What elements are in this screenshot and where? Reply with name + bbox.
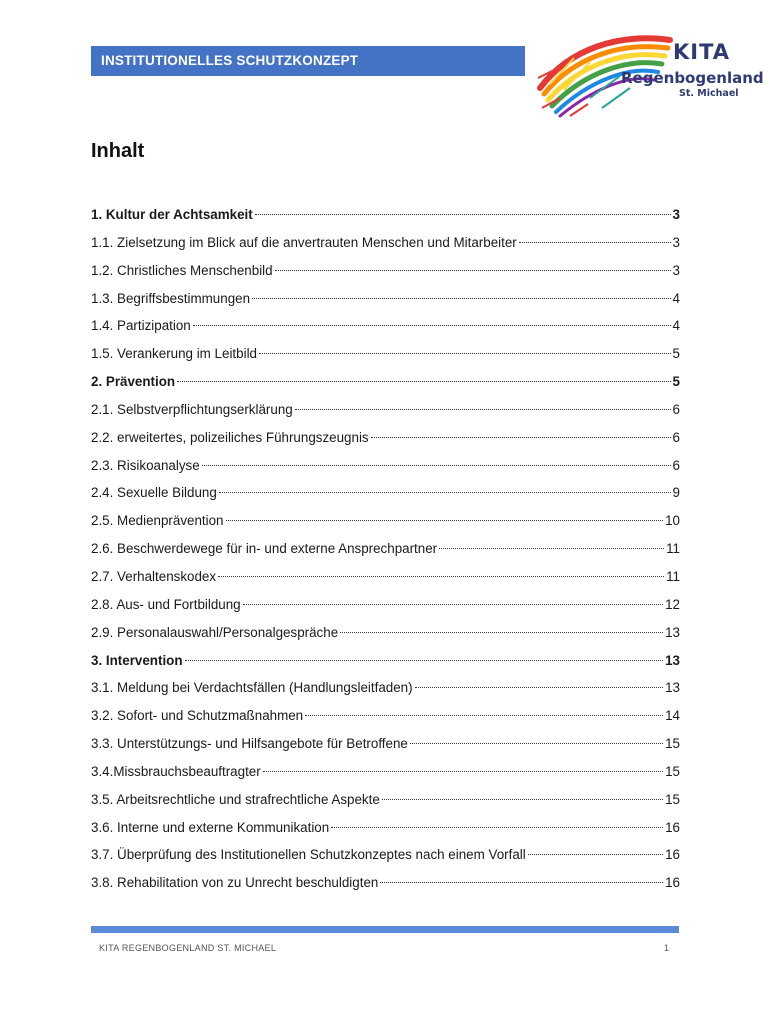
header-title-bar [91, 46, 525, 76]
toc-entry-title: 3.2. Sofort- und Schutzmaßnahmen [91, 708, 304, 724]
toc-entry[interactable] [91, 396, 680, 424]
document-title: INSTITUTIONELLES SCHUTZKONZEPT [101, 53, 359, 68]
toc-entry-page: 13 [665, 652, 680, 668]
toc-entry[interactable] [91, 647, 680, 675]
toc-entry[interactable] [91, 201, 680, 229]
toc-entry[interactable] [91, 702, 680, 730]
toc-dot-leader [193, 325, 671, 326]
logo-subtitle: Regenbogenland [621, 69, 764, 87]
toc-dot-leader [439, 548, 664, 549]
toc-entry[interactable] [91, 841, 680, 869]
toc-entry-title: 1.2. Christliches Menschenbild [91, 262, 273, 278]
toc-entry-title: 1.5. Verankerung im Leitbild [91, 346, 257, 362]
toc-entry[interactable] [91, 591, 680, 619]
toc-entry[interactable] [91, 535, 680, 563]
toc-entry-title: 2.5. Medienprävention [91, 513, 224, 529]
toc-entry-title: 3.1. Meldung bei Verdachtsfällen (Handlungsleitfaden) [91, 680, 413, 696]
toc-dot-leader [305, 715, 663, 716]
toc-entry[interactable] [91, 229, 680, 257]
toc-entry-page: 6 [672, 429, 680, 445]
toc-dot-leader [528, 854, 663, 855]
toc-entry-page: 11 [666, 568, 680, 584]
toc-entry[interactable] [91, 563, 680, 591]
toc-entry-page: 3 [672, 234, 680, 250]
toc-entry-title: 2.1. Selbstverpflichtungserklärung [91, 401, 293, 417]
toc-entry[interactable] [91, 869, 680, 897]
toc-dot-leader [415, 687, 664, 688]
toc-entry[interactable] [91, 786, 680, 814]
toc-dot-leader [255, 214, 671, 215]
toc-entry-title: 1.3. Begriffsbestimmungen [91, 290, 251, 306]
toc-entry-page: 3 [672, 207, 680, 222]
toc-dot-leader [295, 409, 671, 410]
toc-entry-page: 4 [672, 318, 680, 334]
toc-entry[interactable] [91, 368, 680, 396]
toc-entry-page: 3 [672, 262, 680, 278]
toc-entry-page: 14 [665, 708, 680, 724]
toc-entry-page: 5 [672, 374, 680, 390]
toc-entry[interactable] [91, 814, 680, 842]
toc-entry-title: 3.7. Überprüfung des Institutionellen Schutzkonzeptes nach einem Vorfall [91, 847, 526, 863]
logo-place: St. Michael [679, 88, 739, 99]
toc-dot-leader [252, 298, 671, 299]
toc-entry-title: 2.2. erweitertes, polizeiliches Führungszeugnis [91, 429, 369, 445]
toc-entry-title: 3. Intervention [91, 652, 183, 668]
toc-entry-title: 2.7. Verhaltenskodex [91, 568, 217, 584]
toc-dot-leader [243, 604, 663, 605]
toc-dot-leader [275, 270, 671, 271]
toc-dot-leader [259, 353, 671, 354]
toc-entry-page: 15 [665, 763, 680, 779]
toc-dot-leader [410, 743, 663, 744]
toc-entry-title: 2.8. Aus- und Fortbildung [91, 596, 241, 612]
toc-entry[interactable] [91, 285, 680, 313]
toc-dot-leader [380, 882, 663, 883]
table-of-contents [91, 201, 680, 897]
toc-entry-page: 6 [672, 457, 680, 473]
toc-entry-title: 2.6. Beschwerdewege für in- und externe Ansprechpartner [91, 541, 438, 557]
toc-entry-page: 5 [672, 346, 680, 362]
toc-dot-leader [263, 771, 663, 772]
toc-entry-title: 3.5. Arbeitsrechtliche und strafrechtliche Aspekte [91, 791, 380, 807]
toc-dot-leader [185, 660, 664, 661]
toc-entry-page: 15 [665, 736, 680, 752]
toc-entry-page: 6 [672, 401, 680, 417]
toc-entry-page: 12 [665, 596, 680, 612]
footer-text: KITA REGENBOGENLAND ST. MICHAEL [99, 943, 277, 953]
toc-dot-leader [340, 632, 663, 633]
toc-entry-title: 3.4.Missbrauchsbeauftragter [91, 763, 261, 779]
toc-entry-page: 11 [666, 541, 680, 557]
footer-divider [91, 926, 679, 933]
toc-entry-page: 13 [665, 624, 680, 640]
toc-entry[interactable] [91, 730, 680, 758]
toc-entry-page: 16 [665, 819, 680, 835]
toc-dot-leader [177, 381, 670, 382]
toc-entry-page: 13 [665, 680, 680, 696]
toc-entry[interactable] [91, 452, 680, 480]
toc-dot-leader [371, 437, 671, 438]
toc-entry-title: 2.9. Personalauswahl/Personalgespräche [91, 624, 339, 640]
toc-dot-leader [202, 465, 671, 466]
toc-dot-leader [226, 520, 664, 521]
toc-dot-leader [382, 799, 663, 800]
toc-entry[interactable] [91, 312, 680, 340]
toc-entry-title: 2.4. Sexuelle Bildung [91, 485, 217, 501]
toc-entry[interactable] [91, 758, 680, 786]
toc-entry-page: 4 [672, 290, 680, 306]
toc-dot-leader [331, 827, 663, 828]
toc-entry-title: 2.3. Risikoanalyse [91, 457, 200, 473]
toc-entry-page: 15 [665, 791, 680, 807]
toc-entry-page: 16 [665, 875, 680, 891]
toc-heading: Inhalt [91, 140, 145, 162]
toc-dot-leader [519, 242, 671, 243]
toc-entry[interactable] [91, 340, 680, 368]
toc-entry-title: 1. Kultur der Achtsamkeit [91, 207, 253, 222]
toc-dot-leader [218, 576, 664, 577]
toc-entry-title: 3.3. Unterstützungs- und Hilfsangebote für Betroffene [91, 736, 408, 752]
toc-entry[interactable] [91, 507, 680, 535]
toc-entry-page: 10 [665, 513, 680, 529]
toc-entry[interactable] [91, 257, 680, 285]
toc-entry[interactable] [91, 479, 680, 507]
toc-entry-title: 3.8. Rehabilitation von zu Unrecht beschuldigten [91, 875, 379, 891]
toc-dot-leader [219, 492, 671, 493]
toc-entry-title: 1.4. Partizipation [91, 318, 191, 334]
toc-entry[interactable] [91, 424, 680, 452]
toc-entry-title: 2. Prävention [91, 374, 176, 390]
toc-entry-title: 3.6. Interne und externe Kommunikation [91, 819, 330, 835]
toc-entry[interactable] [91, 619, 680, 647]
logo-title: KITA [673, 40, 731, 64]
toc-entry[interactable] [91, 674, 680, 702]
toc-entry-page: 9 [672, 485, 680, 501]
footer-page-number: 1 [664, 943, 670, 953]
toc-entry-title: 1.1. Zielsetzung im Blick auf die anvertrauten Menschen und Mitarbeiter [91, 234, 517, 250]
toc-entry-page: 16 [665, 847, 680, 863]
